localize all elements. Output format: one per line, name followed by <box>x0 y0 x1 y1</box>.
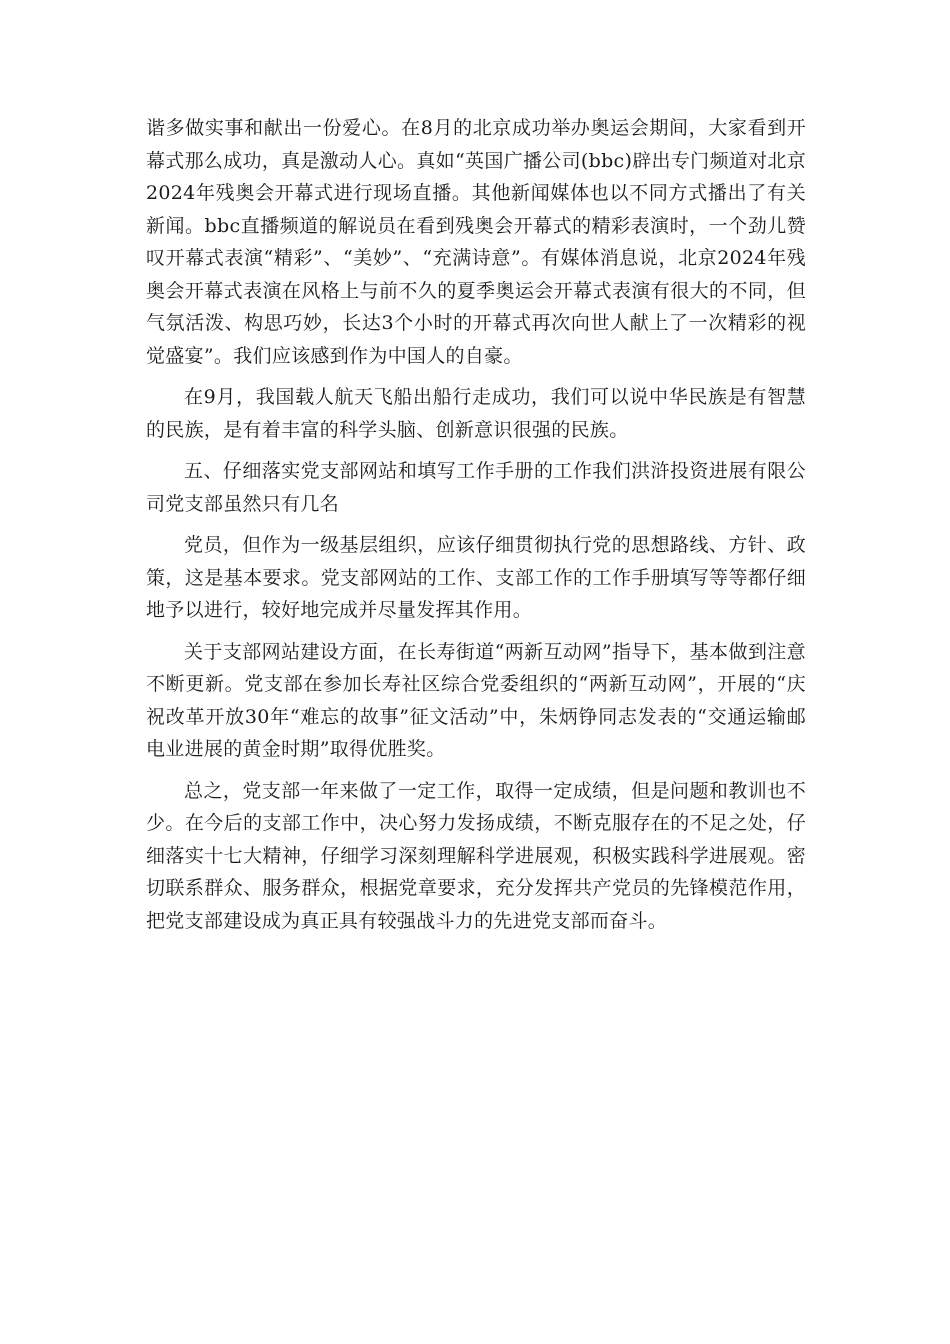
document-body <box>146 112 806 946</box>
paragraph-conclusion: 总之，党支部一年来做了一定工作，取得一定成绩，但是问题和教训也不少。在今后的支部工作中，决心努力发扬成绩，不断克服存在的不足之处，仔细落实十七大精神，仔细学习深刻理解科学进展观，积极实践科学进展观。密切联系群众、服务群众，根据党章要求，充分发挥共产党员的先锋模范作用，把党支部建设成为真正具有较强战斗力的先进党支部而奋斗。 <box>146 779 806 932</box>
section-heading-five: 五、仔细落实党支部网站和填写工作手册的工作我们洪浒投资进展有限公司党支部虽然只有几名 <box>146 460 806 515</box>
paragraph-website: 关于支部网站建设方面，在长寿街道“两新互动网”指导下，基本做到注意不断更新。党支部在参加长寿社区综合党委组织的“两新互动网”，开展的“庆祝改革开放30年“难忘的故事”征文活动”中，朱炳铮同志发表的“交通运输邮电业进展的黄金时期”取得优胜奖。 <box>146 640 806 760</box>
paragraph-space-flight: 在9月，我国载人航天飞船出船行走成功，我们可以说中华民族是有智慧的民族，是有着丰富的科学头脑、创新意识很强的民族。 <box>146 386 806 441</box>
paragraph-party-members: 党员，但作为一级基层组织，应该仔细贯彻执行党的思想路线、方针、政策，这是基本要求。党支部网站的工作、支部工作的工作手册填写等等都仔细地予以进行，较好地完成并尽量发挥其作用。 <box>146 534 806 621</box>
paragraph-continuation: 谐多做实事和献出一份爱心。在8月的北京成功举办奥运会期间，大家看到开幕式那么成功，真是激动人心。真如“英国广播公司(bbc)辟出专门频道对北京2024年残奥会开幕式进行现场直播。其他新闻媒体也以不同方式播出了有关新闻。bbc直播频道的解说员在看到残奥会开幕式的精彩表演时，一个劲儿赞叹开幕式表演“精彩”、“美妙”、“充满诗意”。有媒体消息说，北京2024年残奥会开幕式表演在风格上与前不久的夏季奥运会开幕式表演有很大的不同，但气氛活泼、构思巧妙，长达3个小时的开幕式再次向世人献上了一次精彩的视觉盛宴”。我们应该感到作为中国人的自豪。 <box>146 117 806 367</box>
